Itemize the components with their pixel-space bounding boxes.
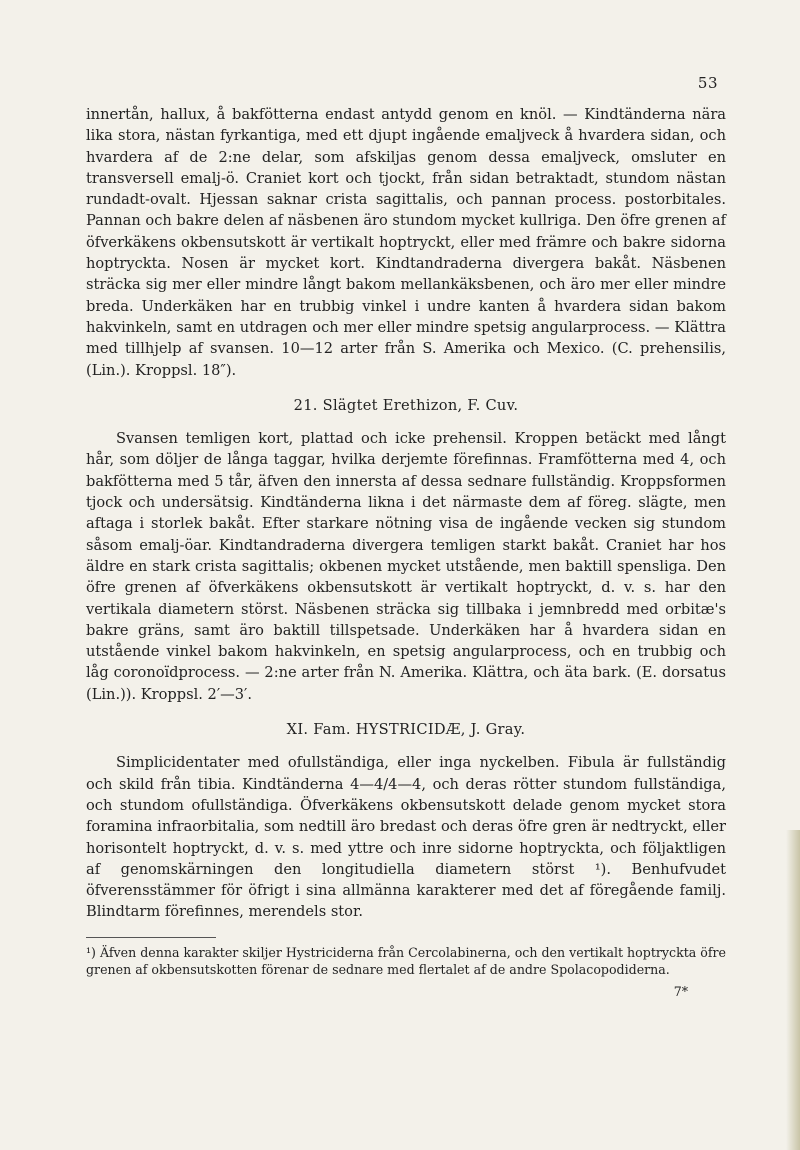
heading-erethizon: 21. Slägtet Erethizon, F. Cuv. xyxy=(293,396,519,414)
heading-hystricidae: XI. Fam. HYSTRICIDÆ, J. Gray. xyxy=(286,721,526,739)
page-edge-shadow xyxy=(786,830,800,1150)
signature-mark: 7* xyxy=(673,983,688,999)
footnote-rule xyxy=(86,937,216,938)
paragraph-2: Svansen temligen kort, plattad och icke prehensil. Kroppen betäckt med långt hår, som döljer de långa taggar, hvilka derjemte förefinnas. Framfötterna med 4, och bakfötterna med 5 tår, äfven den innersta af dessa sednare fullständig. Kroppsformen tjock och undersätsig. Kindtänderna likna i det närmaste dem af föreg. slägte, men aftaga i storlek bakåt. Efter starkare nötning visa de ingående vecken sig stundom såsom emalj-öar. Kindtandraderna divergera temligen starkt bakåt. Craniet har hos äldre en stark crista sagittalis; okbenen mycket utstående, men baktill spensliga. Den öfre grenen af öfverkäkens okbensutskott är vertikalt hoptryckt, d. v. s. har den vertikala diametern störst. Näsbenen sträcka sig tillbaka i jemnbredd med orbitæ's bakre gräns, samt äro baktill tillspetsade. Underkäken har å hvardera sidan en utstående vinkel bakom hakvinkeln, en spetsig angularprocess, och en trubbig och låg coronoïdprocess. — 2:ne arter från N. Amerika. Klättra, och äta bark. (E. dorsatus (Lin.)). Kroppsl. 2′—3′. xyxy=(86,430,726,703)
page-number: 53 xyxy=(697,74,718,92)
footnote: ¹) Äfven denna karakter skiljer Hystriciderna från Cercolabinerna, och den vertikalt hoptryckta öfre grenen af okbensutskotten förenar de sednare med flertalet af de andre Spolacopodiderna. xyxy=(86,944,726,978)
paragraph-3: Simplicidentater med ofullständiga, eller inga nyckelben. Fibula är fullständig och skild från tibia. Kindtänderna 4—4/4—4, och deras rötter stundom fullständiga, och stundom ofullständiga. Öfverkäkens okbensutskott delade genom mycket stora foramina infraorbitalia, som nedtill äro bredast och deras öfre gren är nedtryckt, eller horisontelt hoptryckt, d. v. s. med yttre och inre sidorne hoptryckta, och följaktligen af genomskärningen den longitudiella diametern störst ¹). Benhufvudet öfverensstämmer för öfrigt i sina allmänna karakterer med det af föregående familj. Blindtarm förefinnes, merendels stor. xyxy=(86,754,726,921)
text-block xyxy=(86,104,726,1002)
paragraph-1: innertån, hallux, å bakfötterna endast antydd genom en knöl. — Kindtänderna nära lika stora, nästan fyrkantiga, med ett djupt ingående emaljveck å hvardera sidan, och hvardera af de 2:ne delar, som afskiljas genom dessa emaljveck, omsluter en transversell emalj-ö. Craniet kort och tjockt, från sidan betraktadt, stundom nästan rundadt-ovalt. Hjessan saknar crista sagittalis, och pannan process. postorbitales. Pannan och bakre delen af näsbenen äro stundom mycket kullriga. Den öfre grenen af öfverkäkens okbensutskott är vertikalt hoptryckt, eller med främre och bakre sidorna hoptryckta. Nosen är mycket kort. Kindtandraderna divergera bakåt. Näsbenen sträcka sig mer eller mindre långt bakom mellankäksbenen, och äro mer eller mindre breda. Underkäken har en trubbig vinkel i undre kanten å hvardera sidan bakom hakvinkeln, samt en utdragen och mer eller mindre spetsig angularprocess. — Klättra med tillhjelp af svansen. 10—12 arter från S. Amerika och Mexico. (C. prehensilis, (Lin.). Kroppsl. 18″). xyxy=(86,106,726,379)
